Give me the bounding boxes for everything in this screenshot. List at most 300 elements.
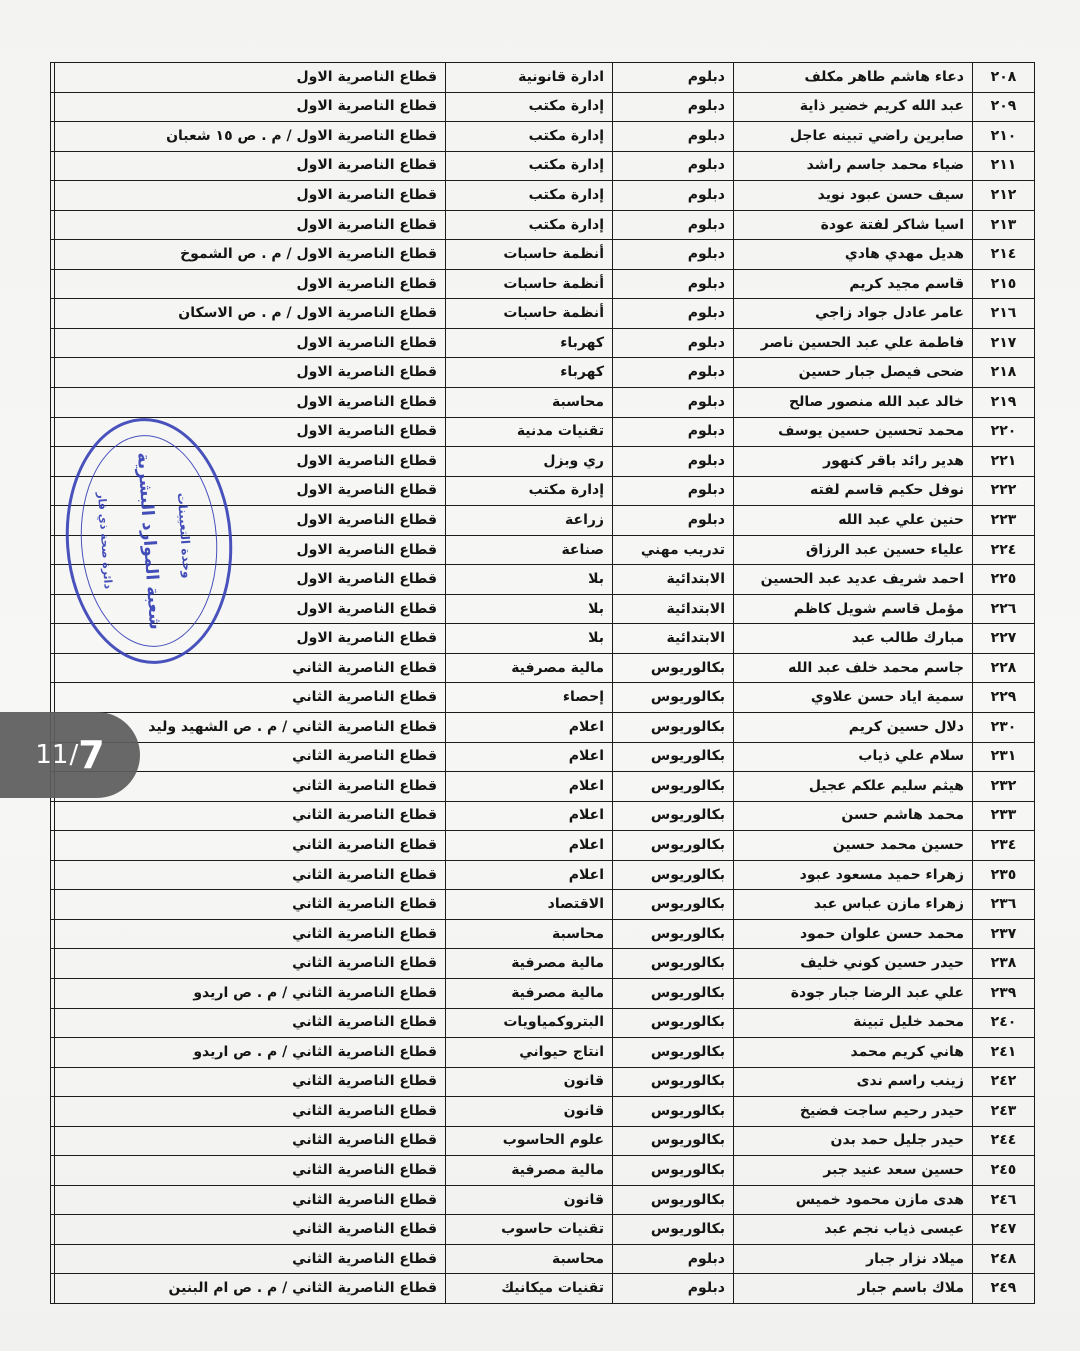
table-row [51, 506, 1035, 536]
blank-cell [51, 1244, 55, 1274]
blank-cell [51, 1215, 55, 1245]
certificate: الابتدائية [613, 565, 734, 595]
row-number: ٢٢٧ [973, 624, 1035, 654]
row-number: ٢٣٤ [973, 831, 1035, 861]
certificate: بكالوريوس [613, 919, 734, 949]
certificate: بكالوريوس [613, 801, 734, 831]
table-row [51, 919, 1035, 949]
row-number: ٢٢٩ [973, 683, 1035, 713]
table-row [51, 713, 1035, 743]
blank-cell [51, 831, 55, 861]
row-number: ٢١٨ [973, 358, 1035, 388]
employee-name: سيف حسن عبود نويد [734, 181, 973, 211]
row-number: ٢١٣ [973, 210, 1035, 240]
row-number: ٢١٥ [973, 269, 1035, 299]
employee-name: هيثم سليم علكم عجيل [734, 772, 973, 802]
certificate: بكالوريوس [613, 683, 734, 713]
blank-cell [51, 476, 55, 506]
row-number: ٢٢٣ [973, 506, 1035, 536]
sector-assignment: قطاع الناصرية الثاني [55, 1215, 446, 1245]
blank-cell [51, 210, 55, 240]
employee-name: هاني كريم محمد [734, 1038, 973, 1068]
certificate: دبلوم [613, 388, 734, 418]
specialization: انتاج حيواني [446, 1038, 613, 1068]
blank-cell [51, 1126, 55, 1156]
table-row [51, 299, 1035, 329]
row-number: ٢٣٩ [973, 978, 1035, 1008]
employee-name: محمد حسن علوان حمود [734, 919, 973, 949]
certificate: دبلوم [613, 417, 734, 447]
sector-assignment: قطاع الناصرية الاول [55, 151, 446, 181]
row-number: ٢٣٥ [973, 860, 1035, 890]
certificate: دبلوم [613, 447, 734, 477]
blank-cell [51, 358, 55, 388]
employee-name: زينب راسم ندى [734, 1067, 973, 1097]
employee-name: خالد عبد الله منصور صالح [734, 388, 973, 418]
specialization: اعلام [446, 831, 613, 861]
sector-assignment: قطاع الناصرية الاول [55, 358, 446, 388]
row-number: ٢١٢ [973, 181, 1035, 211]
table-row [51, 1244, 1035, 1274]
employee-name: علي عبد الرضا جبار جودة [734, 978, 973, 1008]
certificate: دبلوم [613, 122, 734, 152]
specialization: إدارة مكتب [446, 476, 613, 506]
employee-name: جاسم محمد خلف عبد الله [734, 653, 973, 683]
blank-cell [51, 181, 55, 211]
specialization: مالية مصرفية [446, 1156, 613, 1186]
sector-assignment: قطاع الناصرية الثاني [55, 831, 446, 861]
specialization: أنظمة حاسبات [446, 269, 613, 299]
sector-assignment: قطاع الناصرية الاول [55, 506, 446, 536]
employee-name: ضحى فيصل جبار حسين [734, 358, 973, 388]
table-row [51, 210, 1035, 240]
row-number: ٢٤٢ [973, 1067, 1035, 1097]
certificate: الابتدائية [613, 594, 734, 624]
table-row [51, 860, 1035, 890]
stamp-title: شعبة الموارد البشرية [132, 451, 166, 631]
certificate: بكالوريوس [613, 653, 734, 683]
row-number: ٢٣٣ [973, 801, 1035, 831]
blank-cell [51, 653, 55, 683]
employee-name: زهراء مازن عباس عبد [734, 890, 973, 920]
specialization: ادارة قانونية [446, 63, 613, 93]
blank-cell [51, 1185, 55, 1215]
row-number: ٢٤٣ [973, 1097, 1035, 1127]
table-row [51, 565, 1035, 595]
employee-name: حسين محمد حسين [734, 831, 973, 861]
blank-cell [51, 535, 55, 565]
table-row [51, 535, 1035, 565]
table-row [51, 417, 1035, 447]
table-row [51, 890, 1035, 920]
employee-name: علياء حسين عبد الرزاق [734, 535, 973, 565]
row-number: ٢٢٥ [973, 565, 1035, 595]
table-row [51, 63, 1035, 93]
sector-assignment: قطاع الناصرية الثاني [55, 860, 446, 890]
sector-assignment: قطاع الناصرية الثاني [55, 1097, 446, 1127]
specialization: أنظمة حاسبات [446, 299, 613, 329]
sector-assignment: قطاع الناصرية الثاني [55, 1126, 446, 1156]
employee-name: دلال حسين كريم [734, 713, 973, 743]
certificate: دبلوم [613, 92, 734, 122]
table-row [51, 92, 1035, 122]
table-row [51, 949, 1035, 979]
sector-assignment: قطاع الناصرية الاول [55, 269, 446, 299]
employee-name: هدى مازن محمود خميس [734, 1185, 973, 1215]
sector-assignment: قطاع الناصرية الاول [55, 624, 446, 654]
row-number: ٢٤٠ [973, 1008, 1035, 1038]
table-row [51, 1126, 1035, 1156]
employee-name: زهراء حميد مسعود عبود [734, 860, 973, 890]
blank-cell [51, 447, 55, 477]
blank-cell [51, 919, 55, 949]
employee-name: نوفل حكيم قاسم لفته [734, 476, 973, 506]
specialization: تقنيات ميكانيك [446, 1274, 613, 1304]
sector-assignment: قطاع الناصرية الثاني [55, 653, 446, 683]
certificate: دبلوم [613, 299, 734, 329]
certificate: بكالوريوس [613, 713, 734, 743]
blank-cell [51, 565, 55, 595]
blank-cell [51, 1156, 55, 1186]
certificate: بكالوريوس [613, 742, 734, 772]
blank-cell [51, 328, 55, 358]
table-row [51, 653, 1035, 683]
certificate: بكالوريوس [613, 1067, 734, 1097]
sector-assignment: قطاع الناصرية الثاني / م . ص اريدو [55, 978, 446, 1008]
blank-cell [51, 1008, 55, 1038]
sector-assignment: قطاع الناصرية الاول [55, 594, 446, 624]
employee-name: دعاء هاشم طاهر مكلف [734, 63, 973, 93]
employee-name: محمد خليل تبينة [734, 1008, 973, 1038]
table-row [51, 181, 1035, 211]
table-row [51, 1274, 1035, 1304]
blank-cell [51, 417, 55, 447]
table-row [51, 269, 1035, 299]
sector-assignment: قطاع الناصرية الثاني / م . ص ام البنين [55, 1274, 446, 1304]
table-row [51, 1008, 1035, 1038]
sector-assignment: قطاع الناصرية الاول / م . ص الاسكان [55, 299, 446, 329]
blank-cell [51, 1274, 55, 1304]
table-row [51, 624, 1035, 654]
row-number: ٢٢٢ [973, 476, 1035, 506]
certificate: دبلوم [613, 476, 734, 506]
certificate: دبلوم [613, 269, 734, 299]
certificate: دبلوم [613, 1244, 734, 1274]
certificate: تدريب مهني [613, 535, 734, 565]
certificate: بكالوريوس [613, 831, 734, 861]
table-row [51, 328, 1035, 358]
specialization: مالية مصرفية [446, 653, 613, 683]
table-row [51, 1067, 1035, 1097]
employee-name: فاطمة علي عبد الحسين ناصر [734, 328, 973, 358]
certificate: دبلوم [613, 1274, 734, 1304]
specialization: بلا [446, 594, 613, 624]
blank-cell [51, 240, 55, 270]
certificate: دبلوم [613, 240, 734, 270]
specialization: بلا [446, 624, 613, 654]
row-number: ٢٢٦ [973, 594, 1035, 624]
specialization: اعلام [446, 742, 613, 772]
blank-cell [51, 624, 55, 654]
certificate: بكالوريوس [613, 1126, 734, 1156]
specialization: أنظمة حاسبات [446, 240, 613, 270]
row-number: ٢٣٧ [973, 919, 1035, 949]
blank-cell [51, 299, 55, 329]
table-row [51, 742, 1035, 772]
table-row [51, 1038, 1035, 1068]
specialization: تقنيات حاسوب [446, 1215, 613, 1245]
sector-assignment: قطاع الناصرية الاول [55, 388, 446, 418]
certificate: بكالوريوس [613, 1038, 734, 1068]
table-row [51, 358, 1035, 388]
specialization: بلا [446, 565, 613, 595]
specialization: إدارة مكتب [446, 210, 613, 240]
table-row [51, 594, 1035, 624]
blank-cell [51, 92, 55, 122]
blank-cell [51, 978, 55, 1008]
specialization: اعلام [446, 713, 613, 743]
employee-name: محمد هاشم حسن [734, 801, 973, 831]
table-row [51, 1156, 1035, 1186]
certificate: بكالوريوس [613, 860, 734, 890]
specialization: محاسبة [446, 919, 613, 949]
row-number: ٢١٦ [973, 299, 1035, 329]
sector-assignment: قطاع الناصرية الثاني [55, 949, 446, 979]
certificate: دبلوم [613, 181, 734, 211]
table-row [51, 801, 1035, 831]
specialization: علوم الحاسوب [446, 1126, 613, 1156]
specialization: اعلام [446, 772, 613, 802]
employee-name: سلام علي ذياب [734, 742, 973, 772]
sector-assignment: قطاع الناصرية الثاني / م . ص اريدو [55, 1038, 446, 1068]
blank-cell [51, 683, 55, 713]
certificate: بكالوريوس [613, 978, 734, 1008]
row-number: ٢٢٨ [973, 653, 1035, 683]
blank-cell [51, 890, 55, 920]
blank-cell [51, 63, 55, 93]
page-total: 11 [35, 740, 69, 770]
sector-assignment: قطاع الناصرية الاول [55, 63, 446, 93]
blank-cell [51, 860, 55, 890]
certificate: بكالوريوس [613, 772, 734, 802]
employee-name: ميلاد نزار جبار [734, 1244, 973, 1274]
sector-assignment: قطاع الناصرية الاول [55, 328, 446, 358]
certificate: دبلوم [613, 358, 734, 388]
employee-name: صابرين راضي تبينه عاجل [734, 122, 973, 152]
sector-assignment: قطاع الناصرية الثاني [55, 683, 446, 713]
employee-name: عيسى ذياب نجم عبد [734, 1215, 973, 1245]
certificate: بكالوريوس [613, 1097, 734, 1127]
sector-assignment: قطاع الناصرية الاول [55, 181, 446, 211]
row-number: ٢٣٢ [973, 772, 1035, 802]
table-row [51, 447, 1035, 477]
specialization: قانون [446, 1185, 613, 1215]
specialization: إدارة مكتب [446, 122, 613, 152]
sector-assignment: قطاع الناصرية الثاني [55, 1244, 446, 1274]
row-number: ٢١٠ [973, 122, 1035, 152]
specialization: محاسبة [446, 1244, 613, 1274]
specialization: كهرباء [446, 328, 613, 358]
row-number: ٢٤٦ [973, 1185, 1035, 1215]
employee-name: احمد شريف عديد عبد الحسين [734, 565, 973, 595]
sector-assignment: قطاع الناصرية الثاني [55, 772, 446, 802]
row-number: ٢١٧ [973, 328, 1035, 358]
certificate: الابتدائية [613, 624, 734, 654]
employee-name: هديل مهدي هادي [734, 240, 973, 270]
table-row [51, 978, 1035, 1008]
blank-cell [51, 1038, 55, 1068]
employee-name: حيدر رحيم ساجت فضيخ [734, 1097, 973, 1127]
certificate: دبلوم [613, 506, 734, 536]
sector-assignment: قطاع الناصرية الاول [55, 476, 446, 506]
sector-assignment: قطاع الناصرية الثاني [55, 1185, 446, 1215]
table-row [51, 122, 1035, 152]
page-indicator-badge [0, 712, 140, 798]
blank-cell [51, 506, 55, 536]
sector-assignment: قطاع الناصرية الثاني [55, 742, 446, 772]
page-current: 7 [78, 733, 105, 777]
employee-name: سمية اياد حسن علاوي [734, 683, 973, 713]
row-number: ٢٢٤ [973, 535, 1035, 565]
specialization: مالية مصرفية [446, 949, 613, 979]
row-number: ٢٣٨ [973, 949, 1035, 979]
row-number: ٢٣٦ [973, 890, 1035, 920]
employee-name: اسيا شاكر لفتة عودة [734, 210, 973, 240]
sector-assignment: قطاع الناصرية الاول [55, 210, 446, 240]
employee-name: محمد تحسين حسين يوسف [734, 417, 973, 447]
specialization: محاسبة [446, 388, 613, 418]
blank-cell [51, 1097, 55, 1127]
row-number: ٢٢١ [973, 447, 1035, 477]
employee-name: حنين علي عبد الله [734, 506, 973, 536]
specialization: الاقتصاد [446, 890, 613, 920]
certificate: بكالوريوس [613, 1185, 734, 1215]
specialization: إدارة مكتب [446, 151, 613, 181]
certificate: بكالوريوس [613, 1156, 734, 1186]
sector-assignment: قطاع الناصرية الاول [55, 535, 446, 565]
row-number: ٢٣١ [973, 742, 1035, 772]
specialization: قانون [446, 1097, 613, 1127]
employee-name: عبد الله كريم خضير ذاية [734, 92, 973, 122]
blank-cell [51, 1067, 55, 1097]
sector-assignment: قطاع الناصرية الاول [55, 565, 446, 595]
certificate: بكالوريوس [613, 1008, 734, 1038]
certificate: دبلوم [613, 63, 734, 93]
row-number: ٢٤٤ [973, 1126, 1035, 1156]
sector-assignment: قطاع الناصرية الاول / م . ص ١٥ شعبان [55, 122, 446, 152]
row-number: ٢٠٩ [973, 92, 1035, 122]
row-number: ٢٤٩ [973, 1274, 1035, 1304]
specialization: مالية مصرفية [446, 978, 613, 1008]
employee-table [50, 62, 1035, 1304]
specialization: قانون [446, 1067, 613, 1097]
row-number: ٢١٩ [973, 388, 1035, 418]
blank-cell [51, 122, 55, 152]
stamp-org: دائرة صحة ذي قار [94, 491, 115, 590]
specialization: زراعة [446, 506, 613, 536]
specialization: إدارة مكتب [446, 181, 613, 211]
specialization: كهرباء [446, 358, 613, 388]
employee-name: مؤمل قاسم شويل كاظم [734, 594, 973, 624]
blank-cell [51, 269, 55, 299]
employee-name: قاسم مجيد كريم [734, 269, 973, 299]
employee-name: حيدر حسين كوني خليف [734, 949, 973, 979]
row-number: ٢٤٧ [973, 1215, 1035, 1245]
certificate: بكالوريوس [613, 1215, 734, 1245]
sector-assignment: قطاع الناصرية الثاني [55, 1067, 446, 1097]
specialization: البتروكمياويات [446, 1008, 613, 1038]
specialization: اعلام [446, 860, 613, 890]
certificate: دبلوم [613, 210, 734, 240]
row-number: ٢٠٨ [973, 63, 1035, 93]
certificate: دبلوم [613, 328, 734, 358]
employee-name: هدير رائد باقر كنهور [734, 447, 973, 477]
sector-assignment: قطاع الناصرية الثاني [55, 890, 446, 920]
row-number: ٢٣٠ [973, 713, 1035, 743]
sector-assignment: قطاع الناصرية الثاني [55, 1008, 446, 1038]
employee-name: مبارك طالب عبد [734, 624, 973, 654]
employee-name: عامر عادل جواد زاجي [734, 299, 973, 329]
sector-assignment: قطاع الناصرية الثاني [55, 801, 446, 831]
row-number: ٢٤٥ [973, 1156, 1035, 1186]
table-row [51, 388, 1035, 418]
row-number: ٢٢٠ [973, 417, 1035, 447]
specialization: تقنيات مدنية [446, 417, 613, 447]
table-row [51, 1185, 1035, 1215]
row-number: ٢٤٨ [973, 1244, 1035, 1274]
sector-assignment: قطاع الناصرية الثاني [55, 919, 446, 949]
sector-assignment: قطاع الناصرية الاول / م . ص الشموخ [55, 240, 446, 270]
table-row [51, 683, 1035, 713]
sector-assignment: قطاع الناصرية الاول [55, 447, 446, 477]
table-row [51, 831, 1035, 861]
sector-assignment: قطاع الناصرية الثاني / م . ص الشهيد وليد [55, 713, 446, 743]
table-row [51, 151, 1035, 181]
blank-cell [51, 594, 55, 624]
employee-name: ملاك باسم جبار [734, 1274, 973, 1304]
blank-cell [51, 151, 55, 181]
sector-assignment: قطاع الناصرية الاول [55, 92, 446, 122]
table-row [51, 476, 1035, 506]
blank-cell [51, 388, 55, 418]
certificate: بكالوريوس [613, 890, 734, 920]
table-row [51, 1097, 1035, 1127]
row-number: ٢١١ [973, 151, 1035, 181]
specialization: اعلام [446, 801, 613, 831]
table-row [51, 772, 1035, 802]
row-number: ٢١٤ [973, 240, 1035, 270]
specialization: صناعة [446, 535, 613, 565]
specialization: إدارة مكتب [446, 92, 613, 122]
blank-cell [51, 801, 55, 831]
sector-assignment: قطاع الناصرية الاول [55, 417, 446, 447]
certificate: بكالوريوس [613, 949, 734, 979]
table-row [51, 240, 1035, 270]
certificate: دبلوم [613, 151, 734, 181]
blank-cell [51, 949, 55, 979]
page-separator: / [69, 740, 79, 770]
row-number: ٢٤١ [973, 1038, 1035, 1068]
employee-table-body [51, 63, 1035, 1304]
specialization: ري وبزل [446, 447, 613, 477]
stamp-unit: وحدة التعيينات [174, 492, 195, 579]
employee-name: حسين سعد عنيد جبر [734, 1156, 973, 1186]
employee-name: حيدر جليل حمد بدن [734, 1126, 973, 1156]
specialization: إحصاء [446, 683, 613, 713]
table-row [51, 1215, 1035, 1245]
employee-name: ضياء محمد جاسم راشد [734, 151, 973, 181]
sector-assignment: قطاع الناصرية الثاني [55, 1156, 446, 1186]
